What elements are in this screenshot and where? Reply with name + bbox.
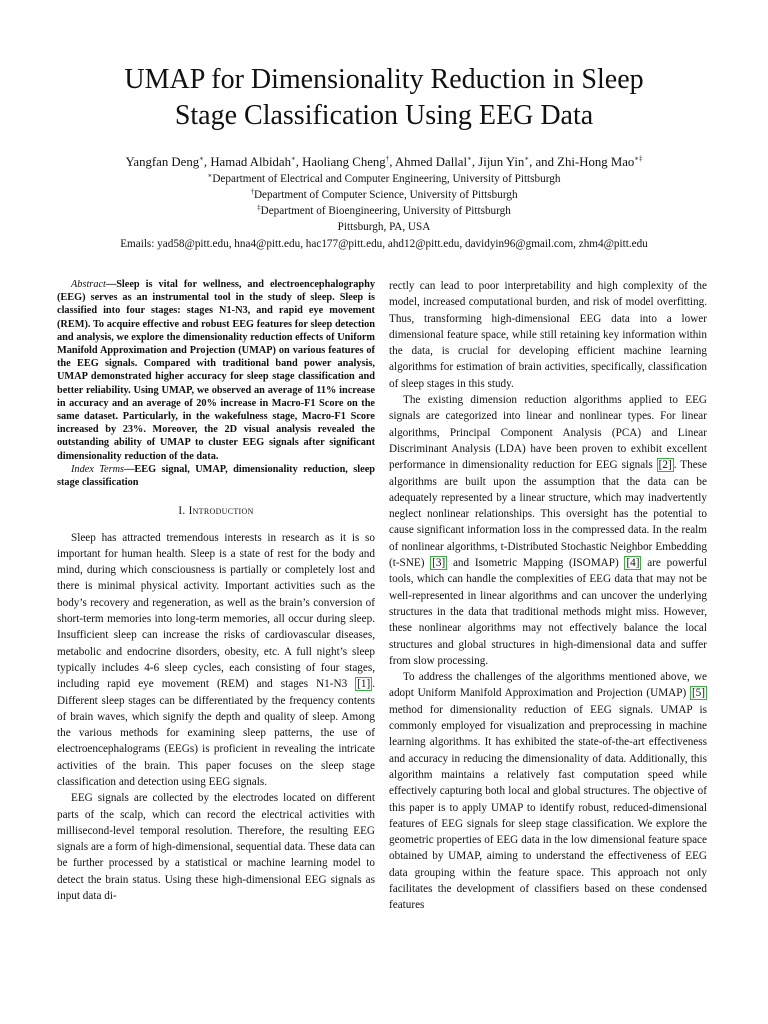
affiliation-mark: ‡	[257, 203, 261, 212]
paragraph-text: To address the challenges of the algorithms mentioned above, we adopt Uniform Manifold Approximation and Projection (UMAP)	[389, 671, 707, 700]
paragraph-text: and Isometric Mapping (ISOMAP)	[447, 557, 625, 570]
affiliation-text: Department of Bioengineering, University of Pittsburgh	[260, 205, 511, 217]
author-affiliation-mark: ∗	[524, 154, 530, 163]
citation-link[interactable]: [5]	[691, 687, 705, 700]
author-name: Ahmed Dallal	[394, 155, 468, 169]
author-separator: ,	[471, 155, 479, 169]
title-line-2: Stage Classification Using EEG Data	[174, 100, 594, 131]
body-paragraph	[57, 530, 375, 791]
author-separator: ,	[203, 155, 211, 169]
left-column-body	[57, 530, 375, 905]
affiliation-text: Pittsburgh, PA, USA	[337, 221, 431, 233]
author-affiliation-mark: ∗‡	[634, 154, 643, 163]
section-title: Introduction	[188, 505, 254, 518]
citation-link[interactable]: [3]	[432, 557, 446, 570]
author-affiliation-mark: †	[385, 154, 390, 163]
author-name: Jijun Yin	[478, 155, 525, 169]
author-separator: ,	[389, 155, 395, 169]
paragraph-text: Sleep has attracted tremendous interests in research as it is so important for human health. Sleep is a state of rest for the body and mind, during which consciousness is partially or completely lost and there is minimal physical activity. Important activities such as the body’s recovery and regeneration, as well as the brain’s conversion of short-term memories into long-term memories, all occur during sleep. Insufficient sleep can increase the risks of cardiovascular diseases, metabolic and endocrine disorders, obesity, etc. A full night’s sleep typically includes 4-6 sleep cycles, each consisting of four stages, including rapid eye movement (REM) and stages N1-N3	[57, 531, 375, 691]
affiliation-text: Department of Computer Science, University of Pittsburgh	[253, 189, 518, 201]
paragraph-text: . These algorithms are built upon the assumption that the data can be adequately represented by a linear structure, which may inadvertently neglect nonlinear relationships. This oversight has the potential to cause significant information loss in the compressed data. In the realm of nonlinear algorithms, t-Distributed Stochastic Neighbor Embedding (t-SNE)	[389, 459, 708, 570]
body-paragraph	[57, 790, 375, 904]
paragraph-text: . Different sleep stages can be differentiated by the frequency contents of brain waves, which signify the depth and quality of sleep. Among the various methods for examining sleep patterns, the use of electroencephalograms (EEGs) is proficient in revealing the intricate activities of the brain. This paper focuses on the sleep stage classification and detection using EEG signals.	[57, 678, 375, 788]
paragraph-text: are powerful tools, which can handle the complexities of EEG data that may not be well-represented in linear algorithms and can uncover the underlying structures in the data that traditional methods might miss. However, these nonlinear algorithms may not effectively balance the local structures and global structures in high-dimensional data and suffer from slow processing.	[389, 557, 708, 667]
section-heading-introduction	[57, 503, 375, 519]
author-name: Hamad Albidah	[210, 155, 291, 169]
index-terms-lead: Index Terms	[71, 463, 125, 475]
abstract	[57, 278, 375, 463]
author-name: Haoliang Cheng	[302, 155, 386, 169]
affiliation-mark: †	[250, 187, 254, 196]
affiliation-mark: ∗	[207, 171, 213, 180]
author-emails: Emails: yad58@pitt.edu, hna4@pitt.edu, hac177@pitt.edu, ahd12@pitt.edu, davidyin96@gmail.com, zhm4@pitt.edu	[120, 238, 648, 250]
abstract-text: —Sleep is vital for wellness, and electroencephalography (EEG) serves as an instrumental tool in the study of sleep. Sleep is classified into four stages: stages N1-N3, and rapid eye movement (REM). To acquire effective and robust EEG features for sleep detection and analysis, we explore the dimensionality reduction effects of Uniform Manifold Approximation and Projection (UMAP) on various features of the EEG signals. Compared with traditional band power analysis, UMAP demonstrated higher accuracy for sleep stage classification and better reliability. Using UMAP, we observed an average of 11% increase in accuracy and an average of 20% increase in Macro-F1 Score on the same dataset. Particularly, in the wakefulness stage, Macro-F1 Score increased by 23%. Moreover, the 2D visual analysis revealed the outstanding ability of UMAP to cluster EEG signals after significant dimensionality reduction of the data.	[57, 279, 375, 462]
citation-link[interactable]: [4]	[626, 557, 640, 570]
author-name: Zhi-Hong Mao	[557, 155, 635, 169]
index-terms-text: —EEG signal, UMAP, dimensionality reduction, sleep stage classification	[57, 463, 375, 489]
author-affiliation-mark: ∗	[291, 154, 296, 163]
paragraph-text: method for dimensionality reduction of EEG signals. UMAP is commonly employed for visualization and preprocessing in machine learning algorithms. It has exhibited the state-of-the-art effectiveness and accuracy in reducing the dimensionality of data. Additionally, this algorithm maintains a relatively fast computation speed while effectively capturing both local and global structures. The objective of this paper is to apply UMAP to identify robust, reduced-dimensional features of EEG signals for sleep stage classification. We explore the geometric properties of EEG data in the low dimensional feature space obtained by UMAP, aiming to understand the effectiveness of EEG data grouping within the feature space. This approach not only facilitates the development of classifiers based on these condensed features	[389, 703, 707, 912]
citation-link[interactable]: [2]	[658, 459, 672, 472]
paragraph-text: EEG signals are collected by the electrodes located on different parts of the scalp, which can record the electrical activities with millisecond-level temporal resolution. Therefore, the resulting EEG signals are a form of high-dimensional, sequential data. These data can be further processed by a statistical or machine learning model to detect the brain status. Using these high-dimensional EEG signals as input data di-	[57, 792, 375, 903]
body-paragraph	[389, 392, 707, 669]
paragraph-text: rectly can lead to poor interpretability and high complexity of the model, increased computational burden, and risk of model overfitting. Thus, transforming high-dimensional EEG data into a lower dimensional feature space, while still retaining key information within the data, is crucial for developing efficient machine learning algorithms for estimation of brain activities, specifically, classification of sleep stages in this study.	[389, 280, 707, 390]
abstract-lead: Abstract	[71, 279, 106, 290]
body-paragraph	[389, 278, 707, 392]
right-column-body	[389, 278, 707, 914]
paper-title	[0, 62, 768, 134]
author-affiliation-mark: ∗	[199, 154, 204, 163]
body-paragraph	[389, 669, 707, 913]
left-column	[57, 278, 375, 904]
author-separator: ,	[295, 155, 303, 169]
affiliation-cs	[0, 188, 768, 203]
author-separator: , and	[529, 155, 558, 169]
affiliation-bioeng	[0, 204, 768, 219]
right-column	[389, 278, 707, 914]
author-list	[0, 154, 768, 170]
citation-link[interactable]: [1]	[357, 678, 371, 691]
title-line-1: UMAP for Dimensionality Reduction in Sleep	[124, 64, 644, 95]
affiliation-location	[0, 220, 768, 235]
author-name: Yangfan Deng	[125, 155, 200, 169]
affiliation-ece	[0, 172, 768, 187]
paragraph-text: The existing dimension reduction algorithms applied to EEG signals are categorized into linear and nonlinear types. For linear algorithms, Principal Component Analysis (PCA) and Linear Discriminant Analysis (LDA) have been proven to exhibit excellent performance in dimensionality reduction for EEG signals	[389, 394, 707, 472]
affiliation-text: Department of Electrical and Computer Engineering, University of Pittsburgh	[212, 173, 561, 185]
index-terms	[57, 463, 375, 489]
author-affiliation-mark: ∗	[467, 154, 472, 163]
section-number: I.	[178, 505, 186, 518]
